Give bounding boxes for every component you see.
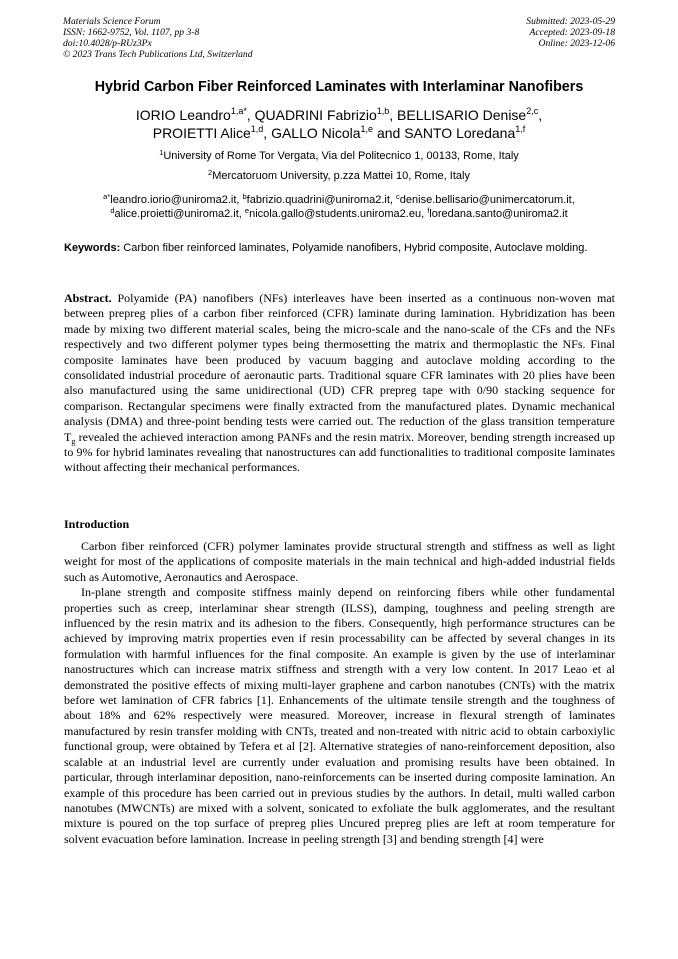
email-link[interactable]: fabrizio.quadrini@uniroma2.it,: [246, 194, 397, 206]
email-sup: a*: [103, 192, 111, 201]
author-sep: ,: [263, 125, 272, 141]
abstract-text-end: revealed the achieved interaction among PANFs and the resin matrix. Moreover, bending strength increased up to 9% for hybrid laminates revealing that nanostructures can add functionalities to traditional composite laminates without affecting their mechanical performances.: [64, 429, 615, 475]
introduction-body: [64, 539, 615, 959]
email-sup: f: [427, 206, 430, 215]
email-sup: e: [244, 206, 250, 215]
doi: doi:10.4028/p-RUz3Px: [63, 38, 152, 49]
email-line: [50, 193, 628, 207]
abstract-text: Polyamide (PA) nanofibers (NFs) interleaves have been inserted as a continuous non-woven mat between prepreg plies of a carbon fiber reinforced (CFR) laminate during lamination. Hybridization has been made by mixing two different material scales, being the micro-scale and the nano-scale of the CFs and the NFs respectively and two different polymer types being thermosetting the matrix and thermoplastic the NFs. Final composite laminates have been produced by vacuum bagging and autoclave molding according to the consolidated industrial procedure of aeronautic parts. Traditional square CFR laminates with 20 plies have been also manufactured using the same unidirectional (UD) CFR prepreg tape with 0/90 stacking sequence for comparison. Rectangular specimens were finally extracted from the manufactured plates. Dynamic mechanical analysis (DMA) and three-point bending tests were carried out. The reduction of the glass transition temperature T: [64, 291, 615, 444]
affiliation-1: [40, 150, 638, 163]
author-emails: [50, 193, 628, 221]
email-link[interactable]: leandro.iorio@uniroma2.it,: [110, 194, 243, 206]
author-sup: 1,d: [250, 124, 264, 134]
issn-volume: ISSN: 1662-9752, Vol. 1107, pp 3-8: [63, 27, 200, 38]
author-sup: 1,b: [376, 106, 390, 116]
author-name: PROIETTI Alice: [152, 125, 251, 141]
author-list: [40, 106, 638, 142]
affiliation-sup: 2: [208, 168, 213, 177]
author-sep: ,: [246, 107, 255, 123]
submission-dates: [526, 16, 615, 49]
author-sup: 1,a*: [230, 106, 247, 116]
abstract-subscript: g: [71, 436, 76, 446]
online-date: Online: 2023-12-06: [538, 38, 615, 49]
journal-name: Materials Science Forum: [63, 16, 161, 27]
email-line: [50, 207, 628, 221]
journal-info: [63, 16, 253, 60]
author-name: SANTO Loredana: [404, 125, 516, 141]
submitted-date: Submitted: 2023-05-29: [526, 16, 615, 27]
email-link[interactable]: loredana.santo@uniroma2.it: [429, 208, 568, 220]
author-line: [40, 124, 638, 142]
author-line: [40, 106, 638, 124]
paper-title: Hybrid Carbon Fiber Reinforced Laminates with Interlaminar Nanofibers: [94, 79, 584, 95]
author-name: GALLO Nicola: [271, 125, 361, 141]
affiliation-text: Mercatoruom University, p.zza Mattei 10, Rome, Italy: [212, 170, 470, 182]
email-sup: c: [396, 192, 400, 201]
copyright: © 2023 Trans Tech Publications Ltd, Switzerland: [63, 49, 253, 60]
email-sup: b: [242, 192, 247, 201]
author-sup: 1,f: [515, 124, 526, 134]
affiliation-text: University of Rome Tor Vergata, Via del Politecnico 1, 00133, Rome, Italy: [163, 150, 519, 162]
abstract: [64, 291, 615, 476]
keywords: [64, 241, 615, 255]
email-link[interactable]: alice.proietti@uniroma2.it,: [114, 208, 245, 220]
keywords-text: Carbon fiber reinforced laminates, Polyamide nanofibers, Hybrid composite, Autoclave molding.: [120, 242, 588, 254]
affiliation-2: [40, 170, 638, 183]
abstract-label: Abstract.: [64, 291, 112, 305]
accepted-date: Accepted: 2023-09-18: [529, 27, 615, 38]
affiliation-sup: 1: [159, 148, 164, 157]
email-sup: d: [110, 206, 115, 215]
email-link[interactable]: nicola.gallo@students.uniroma2.eu,: [249, 208, 428, 220]
author-sep: ,: [389, 107, 398, 123]
author-sep: and: [373, 125, 405, 141]
email-link[interactable]: denise.bellisario@unimercatorum.it,: [399, 194, 575, 206]
author-name: QUADRINI Fabrizio: [254, 107, 377, 123]
author-sup: 2,c: [526, 106, 539, 116]
author-name: BELLISARIO Denise: [397, 107, 527, 123]
author-sup: 1,e: [360, 124, 374, 134]
section-heading-introduction: Introduction: [64, 517, 130, 531]
author-sep: ,: [538, 107, 543, 123]
keywords-label: Keywords:: [64, 242, 121, 254]
author-name: IORIO Leandro: [135, 107, 231, 123]
paragraph: Carbon fiber reinforced (CFR) polymer laminates provide structural strength and stiffness as well as light weight for most of the applications of composite materials in the main technical and high-added industrial fields such as Automotive, Aeronautics and Aerospace.: [64, 539, 615, 584]
paragraph: In-plane strength and composite stiffness mainly depend on reinforcing fibers while other fundamental properties such as creep, interlaminar shear strength (ILSS), damping, toughness and peeling strength are influenced by the resin matrix and its adhesion to the fibers. Consequently, high performance structures can be achieved by improving matrix properties even if resin processability can be affected by several changes in its formulation with harmful influences for the final composite. An example is given by the use of interlaminar nanostructures which can increase matrix stiffness and strength with a very low content. In 2017 Leao et al demonstrated the positive effects of mixing multi-layer graphene and carbon nanotubes (CNTs) with the matrix before wet lamination of CFR fabrics [1]. Enhancements of the ultimate tensile strength and the toughness of about 18% and 62% respectively were measured. Moreover, increase in flexural strength of laminates manufactured by resin transfer molding with CNTs, treated and non-treated with nitric acid to obtain carboxiylic functional group, were obtained by Tefera et al [2]. Alternative strategies of nano-reinforcement deposition, also scalable at an industrial level are currently under evaluation and promising results have been obtained. In particular, through interlaminar deposition, nano-reinforcements can be inserted during composite lamination. An example of this procedure has been carried out in previous studies by the authors. In detail, multi walled carbon nanotubes (MWCNTs) are mixed with a solvent, sonicated to exfoliate the bulk agglomerates, and the resultant mixture is poured on the top surface of prepreg plies Uncured prepreg plies are left at room temperature for solvent evacuation before lamination. Increase in peeling strength [3] and bending strength [4] were: [64, 585, 615, 846]
